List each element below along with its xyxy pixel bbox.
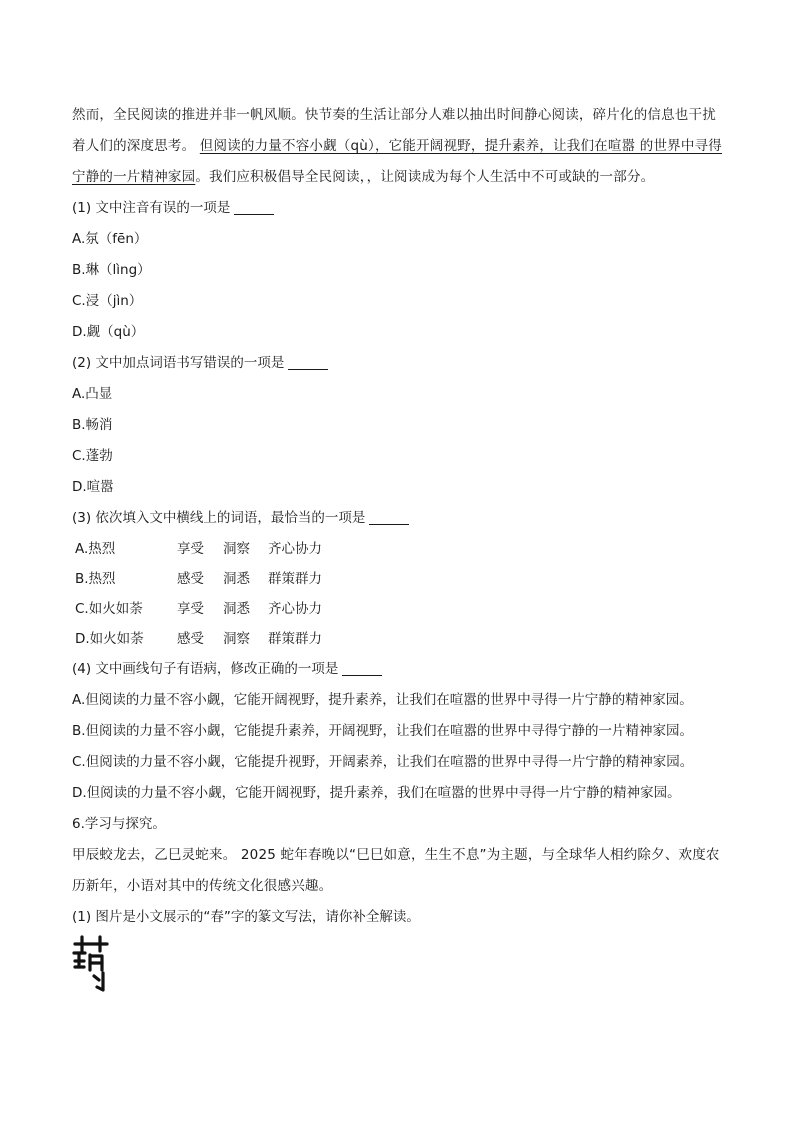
q4-stem: [72, 654, 722, 685]
q1-option-c: C.浸（jìn）: [72, 293, 143, 309]
q2-option-d: D.喧嚣: [72, 479, 114, 495]
q3-d-word4: 群策群力: [268, 631, 322, 647]
q3-b-word3: 洞悉: [223, 571, 250, 587]
intro-text-b: 。我们应积极倡导全民阅读，，让阅读成为每个人生活中不可或缺的一部分。: [195, 169, 655, 185]
q3-a-word4: 齐心协力: [268, 541, 322, 557]
q3-c-word3: 洞悉: [223, 601, 250, 617]
q1-option-b: B.琳（lìng）: [72, 262, 151, 278]
answer-blank: [288, 357, 328, 370]
q3-d-word2: 感受: [177, 631, 204, 647]
intro-paragraph: [72, 100, 722, 193]
answer-blank: [234, 202, 274, 215]
q3-c-word4: 齐心协力: [268, 601, 322, 617]
q1-option-d: D.觑（qù）: [72, 324, 145, 340]
q4-option-c: C.但阅读的力量不容小觑，它能提升视野，开阔素养，让我们在喧嚣的世界中寻得一片宁静的精神家园。: [72, 754, 694, 770]
q3-option-d: [72, 624, 722, 654]
q2-stem-text: (2) 文中加点词语书写错误的一项是: [72, 355, 285, 371]
answer-blank: [369, 512, 409, 525]
q3-stem-text: (3) 依次填入文中横线上的词语，最恰当的一项是: [72, 510, 366, 526]
q3-option-c: [72, 594, 722, 624]
q3-option-a: [72, 534, 722, 564]
q4-option-a: A.但阅读的力量不容小觑，它能开阔视野，提升素养，让我们在喧嚣的世界中寻得一片宁静的精神家园。: [72, 692, 693, 708]
q3-b-word4: 群策群力: [268, 571, 322, 587]
section-6-sub1: (1) 图片是小文展示的“春”字的篆文写法，请你补全解读。: [72, 909, 420, 925]
section-6-title: 6.学习与探究。: [72, 816, 166, 832]
q3-c-word1: C.如火如荼: [75, 601, 143, 617]
answer-blank: [342, 663, 382, 676]
q1-option-a: A.氛（fēn）: [72, 231, 148, 247]
q1-stem: [72, 193, 722, 224]
q1-stem-text: (1) 文中注音有误的一项是: [72, 200, 231, 216]
q3-d-word3: 洞察: [223, 631, 250, 647]
q3-c-word2: 享受: [177, 601, 204, 617]
q3-a-word1: A.热烈: [75, 541, 116, 557]
q4-option-b: B.但阅读的力量不容小觑，它能提升素养，开阔视野，让我们在喧嚣的世界中寻得宁静的一片精神家园。: [72, 723, 694, 739]
section-6-body: 甲辰蛟龙去，乙巳灵蛇来。 2025 蛇年春晚以“巳巳如意，生生不息”为主题，与全球华人相约除夕、欢度农历新年，小语对其中的传统文化很感兴趣。: [72, 847, 720, 894]
q3-option-b: [72, 564, 722, 594]
underlined-sentence: 但阅读的力量不容小觑（qù），它能开阔视野，提升素养，让我们在喧嚣 的世界中寻得宁静的一片精神家园: [72, 138, 722, 185]
document-page: [72, 100, 722, 933]
q3-b-word1: B.热烈: [75, 571, 116, 587]
q2-option-a: A.凸显: [72, 386, 113, 402]
q3-d-word1: D.如火如荼: [75, 631, 144, 647]
q3-stem: [72, 503, 722, 534]
q2-option-b: B.畅消: [72, 417, 113, 433]
q3-a-word3: 洞察: [223, 541, 250, 557]
seal-script-character-image: [72, 935, 110, 993]
q4-option-d: D.但阅读的力量不容小觑，它能开阔视野，提升素养，我们在喧嚣的世界中寻得一片宁静的精神家园。: [72, 785, 681, 801]
q3-b-word2: 感受: [177, 571, 204, 587]
intro-text-a: 然而，全民阅读的推进并非一帆风顺。快节奏的生活让部分人难以抽出时间静心阅读，碎片化的信息也干扰着人们的深度思考。: [72, 107, 716, 154]
q2-stem: [72, 348, 722, 379]
q3-a-word2: 享受: [177, 541, 204, 557]
q2-option-c: C.蓬勃: [72, 448, 113, 464]
q4-stem-text: (4) 文中画线句子有语病，修改正确的一项是: [72, 661, 339, 677]
